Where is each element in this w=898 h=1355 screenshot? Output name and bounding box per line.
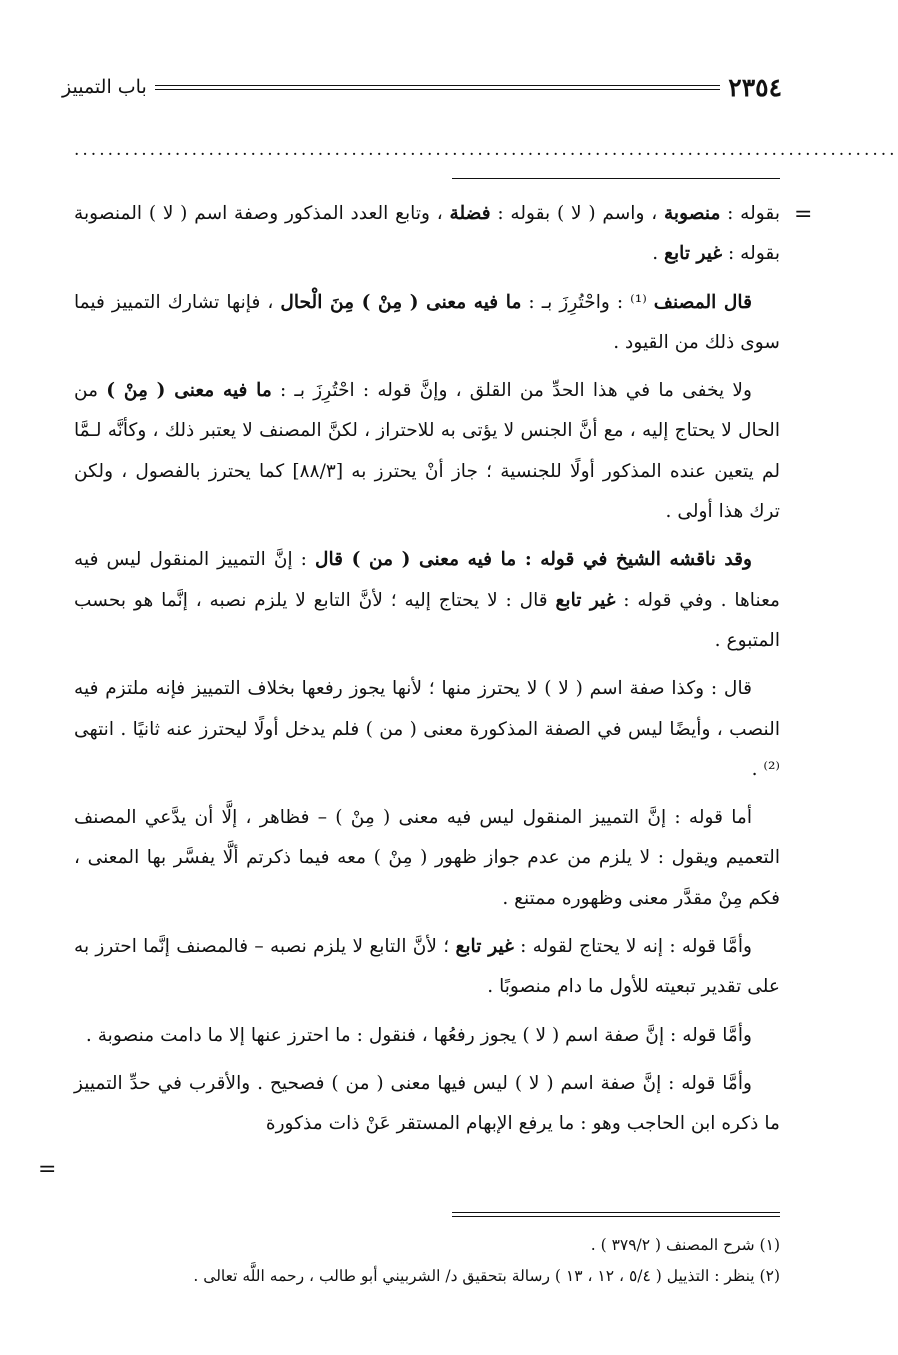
text-segment: .: [652, 243, 665, 265]
footnote-2: (٢) ينظر : التذييل ( ٥/٤ ، ١٢ ، ١٣ ) رسالة بتحقيق د/ الشربيني أبو طالب ، رحمه اللَّه تعالى .: [193, 1267, 780, 1285]
bold-term: غير تابع: [455, 936, 514, 958]
bold-term: غير تابع: [555, 589, 616, 611]
footnote-1: (١) شرح المصنف ( ٣٧٩/٢ ) .: [590, 1236, 780, 1254]
text-segment: وأمَّا قوله : إنَّ صفة اسم ( لا ) ليس فيها معنى ( من ) فصحيح . والأقرب في حدِّ التمييز ما ذكره ابن الحاجب وهو : ما يرفع الإبهام المستقر عَنْ ذات مذكورة: [74, 1072, 780, 1135]
text-segment: بقوله :: [720, 203, 780, 224]
footnotes: [40, 1230, 780, 1292]
chapter-title: باب التمييز: [62, 76, 147, 98]
paragraph: [74, 1016, 780, 1056]
paragraph: [74, 194, 780, 275]
bold-term: ما فيه معنى ( مِنْ ): [106, 380, 272, 402]
text-segment: ، وتابع العدد المذكور وصفة اسم ( لا ) المنصوبة بقوله :: [74, 203, 780, 265]
dotted-separator: ..................................................................................................: [74, 140, 898, 160]
text-segment: ، فإنها تشارك التمييز فيما سوى ذلك من القيود .: [74, 291, 780, 353]
bold-term: قال المصنف: [653, 291, 752, 313]
text-segment: من الحال لا يحتاج إليه ، مع أنَّ الجنس لا يؤتى به للاحتراز ، لكنَّ المصنف لا يعتبر ذلك ، وكأنَّه لـمَّا لم يتعين عنده المذكور أولًا للجنسية ؛ جاز أنْ يحترز به [٨٨/٣] كما يحترز بالفصول ، ولكن ترك هذا أولى .: [74, 380, 780, 523]
text-segment: ⁽¹⁾ : واحْتُرِزَ بـ :: [521, 291, 654, 313]
paragraph: [74, 371, 780, 532]
text-segment: قال : وكذا صفة اسم ( لا ) لا يحترز منها ؛ لأنها يجوز رفعها بخلاف التمييز فإنه ملتزم فيه النصب ، وأيضًا ليس في الصفة المذكورة معنى ( من ) فلم يدخل أولًا ليحترز عنه ثانيًا . انتهى ⁽²⁾ .: [74, 678, 780, 780]
main-text: [74, 194, 780, 1153]
text-segment: وأمَّا قوله : إنَّ صفة اسم ( لا ) يجوز رفعُها ، فنقول : ما احترز عنها إلا ما دامت منصوبة .: [85, 1024, 752, 1046]
text-segment: أما قوله : إنَّ التمييز المنقول ليس فيه معنى ( مِنْ ) – فظاهر ، إلَّا أن يدَّعي المصنف التعميم ويقول : لا يلزم من عدم جواز ظهور ( مِنْ ) معه فيما ذكرتم ألَّا يفسَّر بها المعنى ، فكم مِنْ مقدَّر معنى وظهوره ممتنع .: [74, 807, 780, 909]
paragraph: [74, 540, 780, 661]
bold-term: غير تابع: [664, 243, 723, 265]
page-header: [62, 70, 782, 104]
text-segment: قال : لا يحتاج إليه ؛ لأنَّ التابع لا يلزم نصبه ، إنَّما هو بحسب المتبوع .: [74, 589, 780, 651]
footnote-rule: [452, 1212, 780, 1217]
bold-term: ما فيه معنى ( مِنْ ) مِنَ الْحال: [280, 291, 522, 313]
text-segment: ؛ لأنَّ التابع لا يلزم نصبه – فالمصنف إنَّما احترز به على تقدير تبعيته للأول ما دام منصوبًا .: [74, 936, 780, 998]
paragraph: [74, 283, 780, 364]
bold-term: فضلة: [449, 203, 491, 224]
text-segment: ولا يخفى ما في هذا الحدِّ من القلق ، وإنَّ قوله : احْتُرِزَ بـ :: [271, 380, 752, 402]
paragraph: [74, 1064, 780, 1145]
continuation-mark-end: =: [38, 1157, 57, 1182]
text-segment: ، واسم ( لا ) بقوله :: [490, 203, 664, 224]
paragraph: [74, 798, 780, 919]
header-rule: [155, 85, 721, 90]
paragraph: [74, 669, 780, 790]
bold-term: وقد ناقشه الشيخ في قوله : ما فيه معنى ( من ) قال: [314, 549, 752, 571]
section-rule: [452, 178, 780, 179]
paragraph: [74, 927, 780, 1008]
text-segment: وأمَّا قوله : إنه لا يحتاج لقوله :: [513, 936, 753, 958]
continuation-mark-start: =: [794, 202, 813, 227]
text-segment: : إنَّ التمييز المنقول ليس فيه معناها . وفي قوله :: [74, 549, 780, 611]
page-number: ٢٣٥٤: [728, 72, 782, 102]
bold-term: منصوبة: [663, 203, 721, 224]
